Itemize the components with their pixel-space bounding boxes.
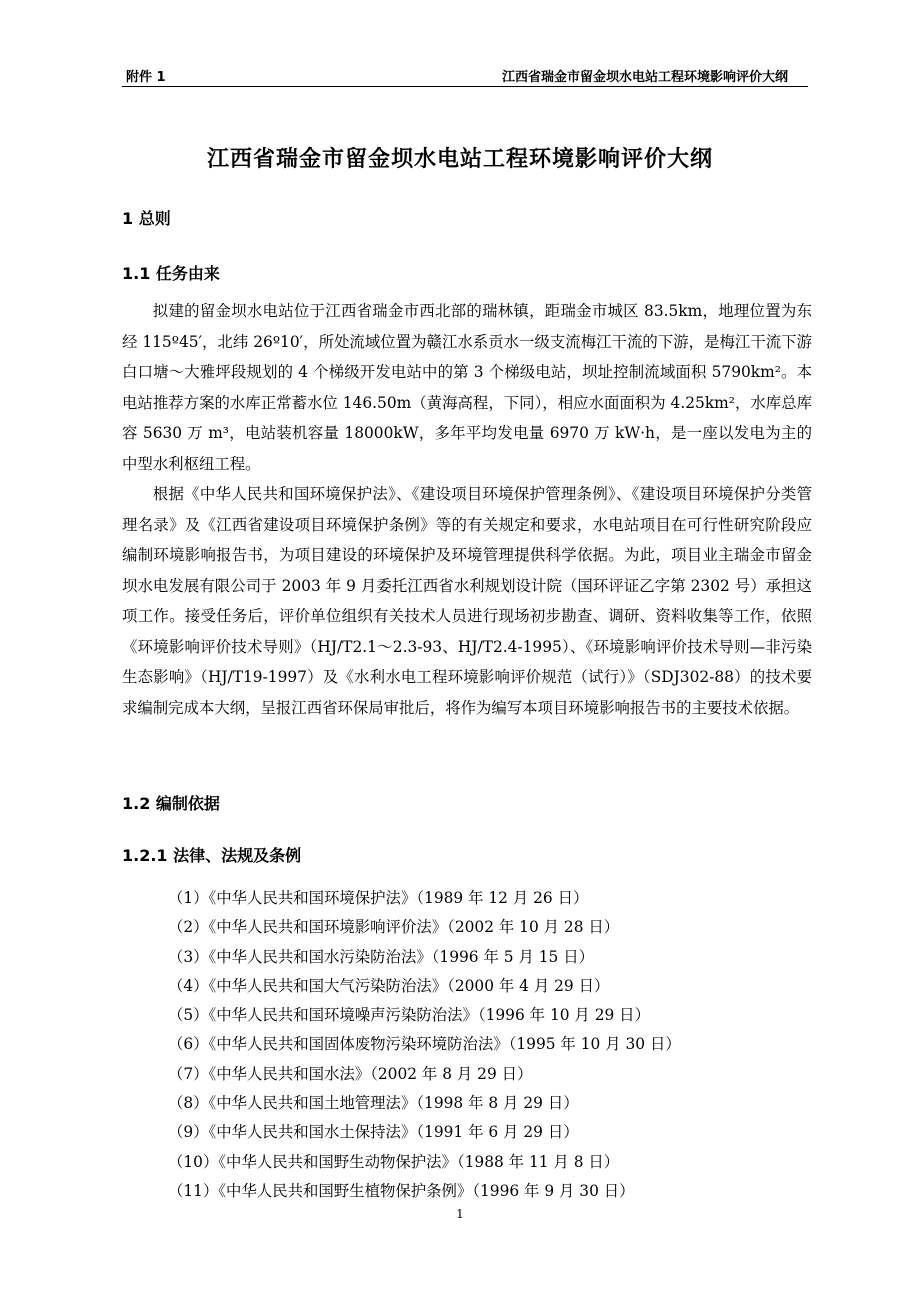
list-item: （1）《中华人民共和国环境保护法》（1989 年 12 月 26 日） [168, 889, 589, 907]
document-title: 江西省瑞金市留金坝水电站工程环境影响评价大纲 [206, 147, 713, 172]
list-item: （7）《中华人民共和国水法》（2002 年 8 月 29 日） [168, 1064, 533, 1083]
header-attachment-label: 附件 1 [126, 70, 166, 85]
list-item: （9）《中华人民共和国水土保持法》（1991 年 6 月 29 日） [168, 1123, 579, 1142]
list-item: （6）《中华人民共和国固体废物污染环境防治法》（1995 年 10 月 30 日） [168, 1035, 681, 1054]
header-document-title: 江西省瑞金市留金坝水电站工程环境影响评价大纲 [501, 70, 788, 85]
paragraph-project-overview: 拟建的留金坝水电站位于江西省瑞金市西北部的瑞林镇，距瑞金市城区 83.5km，地理位置为东经 115º45′，北纬 26º10′，所处流域位置为赣江水系贡水一级支流梅江干流的下游，是梅江干流下游白口塘～大雅坪段规划的 4 个梯级开发电站中的第 3 个梯级电站，坝址控制流域面积 5790km²。本电站推荐方案的水库正常蓄水位 146.50m（黄海高程，下同），相应水面面积为 4.25km²，水库总库容 5630 万 m³，电站装机容量 18000kW，多年平均发电量 6970 万 kW·h，是一座以发电为主的中型水利枢纽工程。 [122, 302, 812, 473]
page-number: 1 [456, 1207, 464, 1221]
section-heading-general: 1 总则 [122, 209, 171, 228]
paragraph-legal-basis: 根据《中华人民共和国环境保护法》、《建设项目环境保护管理条例》、《建设项目环境保护分类管理名录》及《江西省建设项目环境保护条例》等的有关规定和要求，水电站项目在可行性研究阶段应编制环境影响报告书，为项目建设的环境保护及环境管理提供科学依据。为此，项目业主瑞金市留金坝水电发展有限公司于 2003 年 9 月委托江西省水利规划设计院（国环评证乙字第 2302 号）承担这项工作。接受任务后，评价单位组织有关技术人员进行现场初步勘查、调研、资料收集等工作，依照《环境影响评价技术导则》（HJ/T2.1～2.3-93、HJ/T2.4-1995）、《环境影响评价技术导则—非污染生态影响》（HJ/T19-1997）及《水利水电工程环境影响评价规范（试行）》（SDJ302-88）的技术要求编制完成本大纲，呈报江西省环保局审批后，将作为编写本项目环境影响报告书的主要技术依据。 [122, 485, 812, 717]
list-item: （10）《中华人民共和国野生动物保护法》（1988 年 11 月 8 日） [168, 1152, 620, 1171]
laws-list [168, 884, 681, 1206]
list-item: （2）《中华人民共和国环境影响评价法》（2002 年 10 月 28 日） [168, 918, 620, 937]
list-item: （4）《中华人民共和国大气污染防治法》（2000 年 4 月 29 日） [168, 976, 610, 995]
section-heading-compilation-basis: 1.2 编制依据 [122, 794, 220, 813]
list-item: （3）《中华人民共和国水污染防治法》（1996 年 5 月 15 日） [168, 947, 594, 966]
section-heading-task-origin: 1.1 任务由来 [122, 264, 220, 283]
list-item: （8）《中华人民共和国土地管理法》（1998 年 8 月 29 日） [168, 1094, 579, 1113]
list-item: （11）《中华人民共和国野生植物保护条例》（1996 年 9 月 30 日） [168, 1181, 635, 1200]
section-heading-laws-regulations: 1.2.1 法律、法规及条例 [122, 846, 302, 865]
list-item: （5）《中华人民共和国环境噪声污染防治法》（1996 年 10 月 29 日） [168, 1006, 650, 1025]
page-header [122, 60, 808, 87]
